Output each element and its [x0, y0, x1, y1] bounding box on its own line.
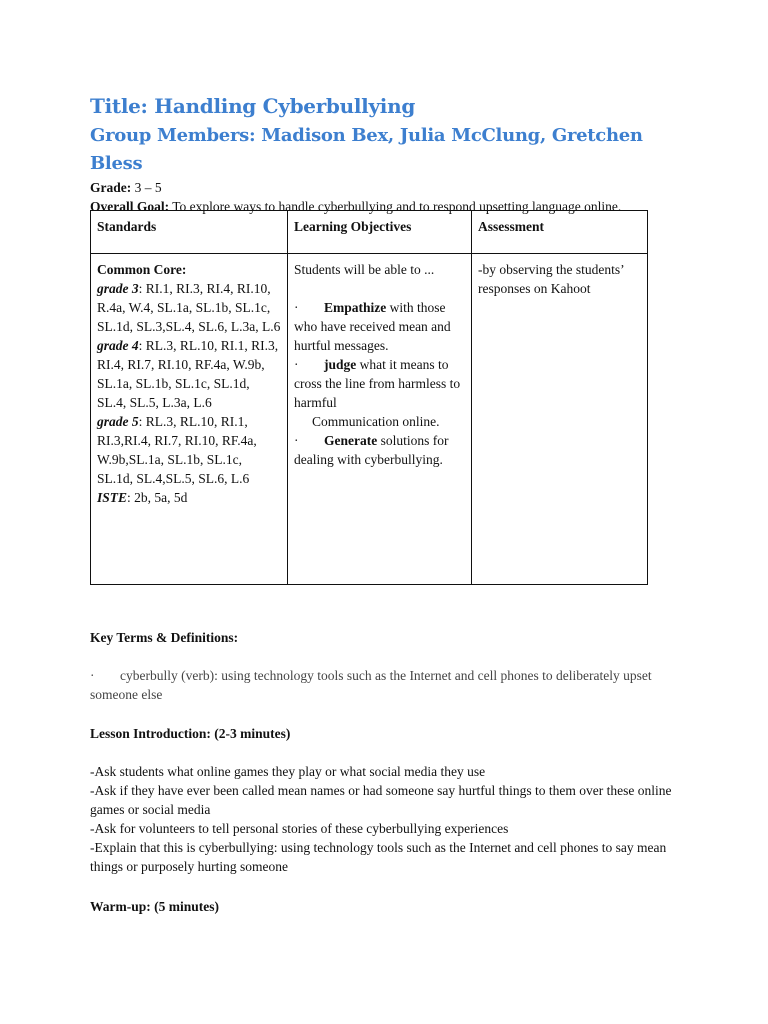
goal-value: To explore ways to handle cyberbullying and to respond upsetting language online.	[169, 199, 622, 214]
grade-label: Grade:	[90, 180, 132, 195]
objective-generate	[294, 431, 465, 469]
warmup-heading: Warm-up: (5 minutes)	[90, 899, 219, 914]
lesson-plan-page	[90, 92, 690, 914]
lesson-table	[90, 210, 648, 585]
key-terms-section	[90, 628, 680, 704]
goal-label: Overall Goal:	[90, 199, 170, 214]
objective-text: solutions for dealing with cyberbullying.	[294, 433, 449, 467]
grade4-text: : RL.3, RL.10, RI.1, RI.3, RI.4, RI.7, RI.10, RF.4a, W.9b, SL.1a, SL.1b, SL.1c, SL.1d, SL.4, SL.5, L.3a, L.6	[97, 338, 279, 410]
objective-verb: Empathize	[324, 300, 387, 315]
iste-standards	[97, 488, 281, 507]
grade4-standards	[97, 336, 281, 412]
warmup-section	[90, 897, 680, 916]
grade5-text: : RL.3, RL.10, RI.1, RI.3,RI.4, RI.7, RI.10, RF.4a, W.9b,SL.1a, SL.1b, SL.1c, SL.1d, SL.4,SL.5, SL.6, L.6	[97, 414, 257, 486]
objective-empathize	[294, 298, 465, 355]
list-item: -Ask for volunteers to tell personal stories of these cyberbullying experiences	[90, 821, 509, 836]
introduction-heading: Lesson Introduction: (2-3 minutes)	[90, 726, 291, 741]
key-terms-heading: Key Terms & Definitions:	[90, 630, 239, 645]
table-header-row	[91, 211, 648, 254]
objectives-cell	[288, 254, 472, 585]
bullet-icon: ·	[294, 433, 299, 448]
lesson-introduction-section	[90, 724, 680, 876]
list-item: -Explain that this is cyberbullying: using technology tools such as the Internet and cell phones to say mean things or purposely hurting someone	[90, 840, 667, 874]
grade4-label: grade 4	[97, 338, 139, 353]
header-learning-objectives: Learning Objectives	[288, 211, 472, 254]
grade5-label: grade 5	[97, 414, 139, 429]
key-term-item	[90, 666, 680, 704]
table-row	[91, 254, 648, 585]
common-core-label: Common Core:	[97, 262, 187, 277]
header-standards: Standards	[91, 211, 288, 254]
iste-text: : 2b, 5a, 5d	[127, 490, 188, 505]
bullet-icon: ·	[294, 357, 299, 372]
iste-label: ISTE	[97, 490, 128, 505]
grade-value: 3 – 5	[131, 180, 162, 195]
grade3-text: : RI.1, RI.3, RI.4, RI.10, R.4a, W.4, SL.1a, SL.1b, SL.1c, SL.1d, SL.3,SL.4, SL.6, L.3a, L.6	[97, 281, 281, 334]
list-item: -Ask students what online games they play or what social media they use	[90, 764, 486, 779]
grade3-standards	[97, 279, 281, 336]
grade3-label: grade 3	[97, 281, 139, 296]
objectives-intro: Students will be able to ...	[294, 262, 435, 277]
header-assessment: Assessment	[472, 211, 648, 254]
objective-judge-continuation: Communication online.	[312, 414, 440, 429]
bullet-icon: ·	[90, 668, 95, 683]
standards-cell	[91, 254, 288, 585]
list-item: -Ask if they have ever been called mean names or had someone say hurtful things to them over these online games or social media	[90, 783, 672, 817]
objective-text: what it means to cross the line from harmless to harmful	[294, 357, 461, 410]
key-term-text: cyberbully (verb): using technology tools such as the Internet and cell phones to deliberately upset someone else	[90, 668, 652, 702]
bullet-icon: ·	[294, 300, 299, 315]
assessment-cell: -by observing the students’ responses on Kahoot	[472, 254, 648, 585]
objective-verb: judge	[324, 357, 357, 372]
objective-verb: Generate	[324, 433, 378, 448]
objective-text: with those who have received mean and hurtful messages.	[294, 300, 451, 353]
grade5-standards	[97, 412, 281, 488]
objective-judge	[294, 355, 465, 412]
group-members: Group Members: Madison Bex, Julia McClung, Gretchen Bless	[90, 125, 643, 174]
grade-line	[90, 178, 690, 197]
page-title: Title: Handling Cyberbullying	[90, 94, 416, 118]
